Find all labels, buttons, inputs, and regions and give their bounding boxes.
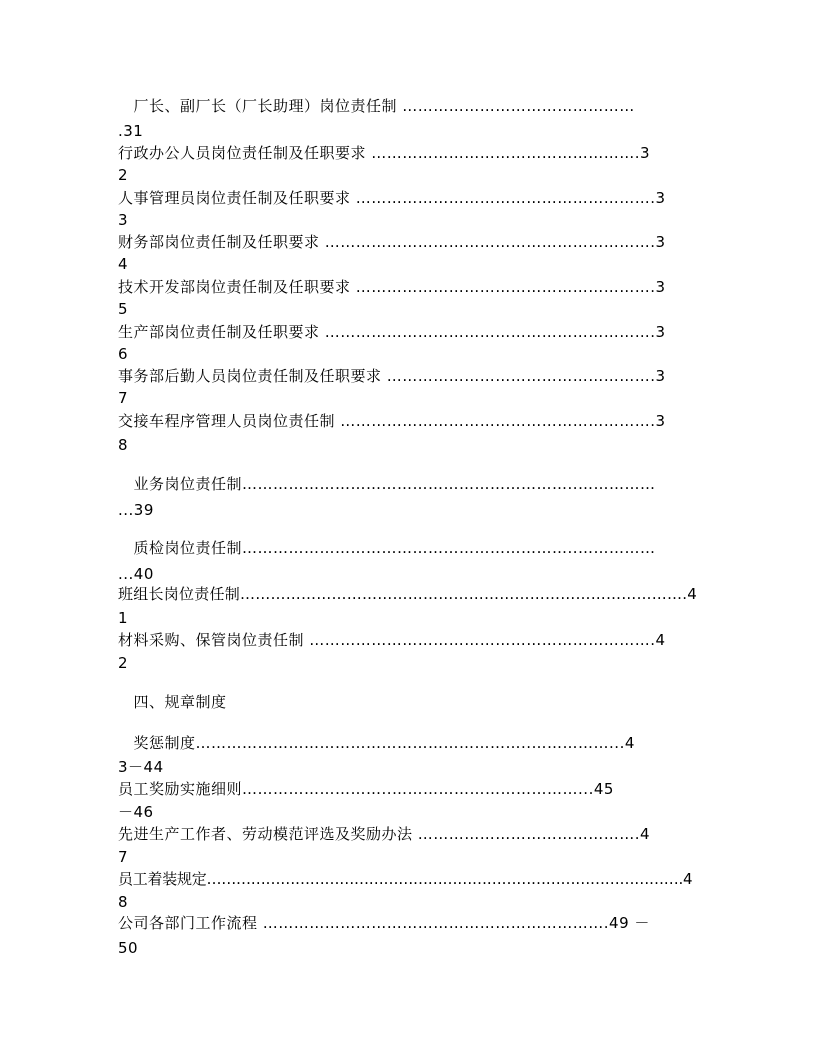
toc-page-number: 5 [118,300,129,318]
toc-page-number: 2 [118,654,129,672]
toc-entry-admin-staff[interactable]: 行政办公人员岗位责任制及任职要求 …………………………………………….3 [118,144,651,162]
toc-entry-logistics[interactable]: 事务部后勤人员岗位责任制及任职要求 …………………………………………….3 [118,367,666,385]
toc-entry-factory-director[interactable]: 厂长、副厂长（厂长助理）岗位责任制 ……………………………………… [118,97,635,115]
toc-entry-team-leader[interactable]: 班组长岗位责任制…………………………………………………………………………….4 [118,585,698,603]
toc-entry-reward-rules[interactable]: 员工奖励实施细则………………………..………………………………...45 [118,780,614,798]
toc-page-number: 4 [118,255,129,273]
toc-page-number: 8 [118,436,129,454]
toc-entry-finance[interactable]: 财务部岗位责任制及任职要求 ……………………………………………………….3 [118,233,666,251]
toc-entry-vehicle-handover[interactable]: 交接车程序管理人员岗位责任制 …………………………………………………….3 [118,412,666,430]
toc-page-number: 3 [118,211,129,229]
toc-entry-model-worker[interactable]: 先进生产工作者、劳动模范评选及奖励办法 …………………………………….4 [118,825,651,843]
toc-entry-business[interactable]: 业务岗位责任制………………………………………………………..…………… [118,475,656,493]
toc-page-number: 3－44 [118,758,164,776]
toc-page-number: －46 [118,803,154,821]
toc-page-number: .31 [118,122,144,140]
toc-page-number: 7 [118,389,129,407]
toc-page-number: 8 [118,893,129,911]
toc-entry-procurement[interactable]: 材料采购、保管岗位责任制 ………………………………………………………….4 [118,631,666,649]
toc-page-number: 1 [118,609,129,627]
toc-page-number: ...39 [118,501,154,519]
toc-entry-tech-dev[interactable]: 技术开发部岗位责任制及任职要求 ………………………………………………….3 [118,278,666,296]
toc-entry-quality[interactable]: 质检岗位责任制………………………………………………………..…………… [118,539,656,557]
toc-entry-hr-manager[interactable]: 人事管理员岗位责任制及任职要求 ………………………………………………….3 [118,189,666,207]
toc-page-number: 50 [118,939,139,957]
toc-entry-workflow[interactable]: 公司各部门工作流程 ………………………………………………………….49 － [118,914,650,932]
toc-page-number: 6 [118,345,129,363]
toc-page-number: 2 [118,166,129,184]
toc-entry-production[interactable]: 生产部岗位责任制及任职要求 ……………………………………………………….3 [118,323,666,341]
toc-entry-dress-code[interactable]: 员工着装规定…………………………………………………………………………………….4 [118,870,693,888]
toc-page-number: ...40 [118,565,154,583]
toc-section-rules[interactable]: 四、规章制度 [118,693,227,711]
toc-page-number: 7 [118,848,129,866]
toc-entry-rewards-penalties[interactable]: 奖惩制度………………………………………………………..……………...4 [118,734,635,752]
